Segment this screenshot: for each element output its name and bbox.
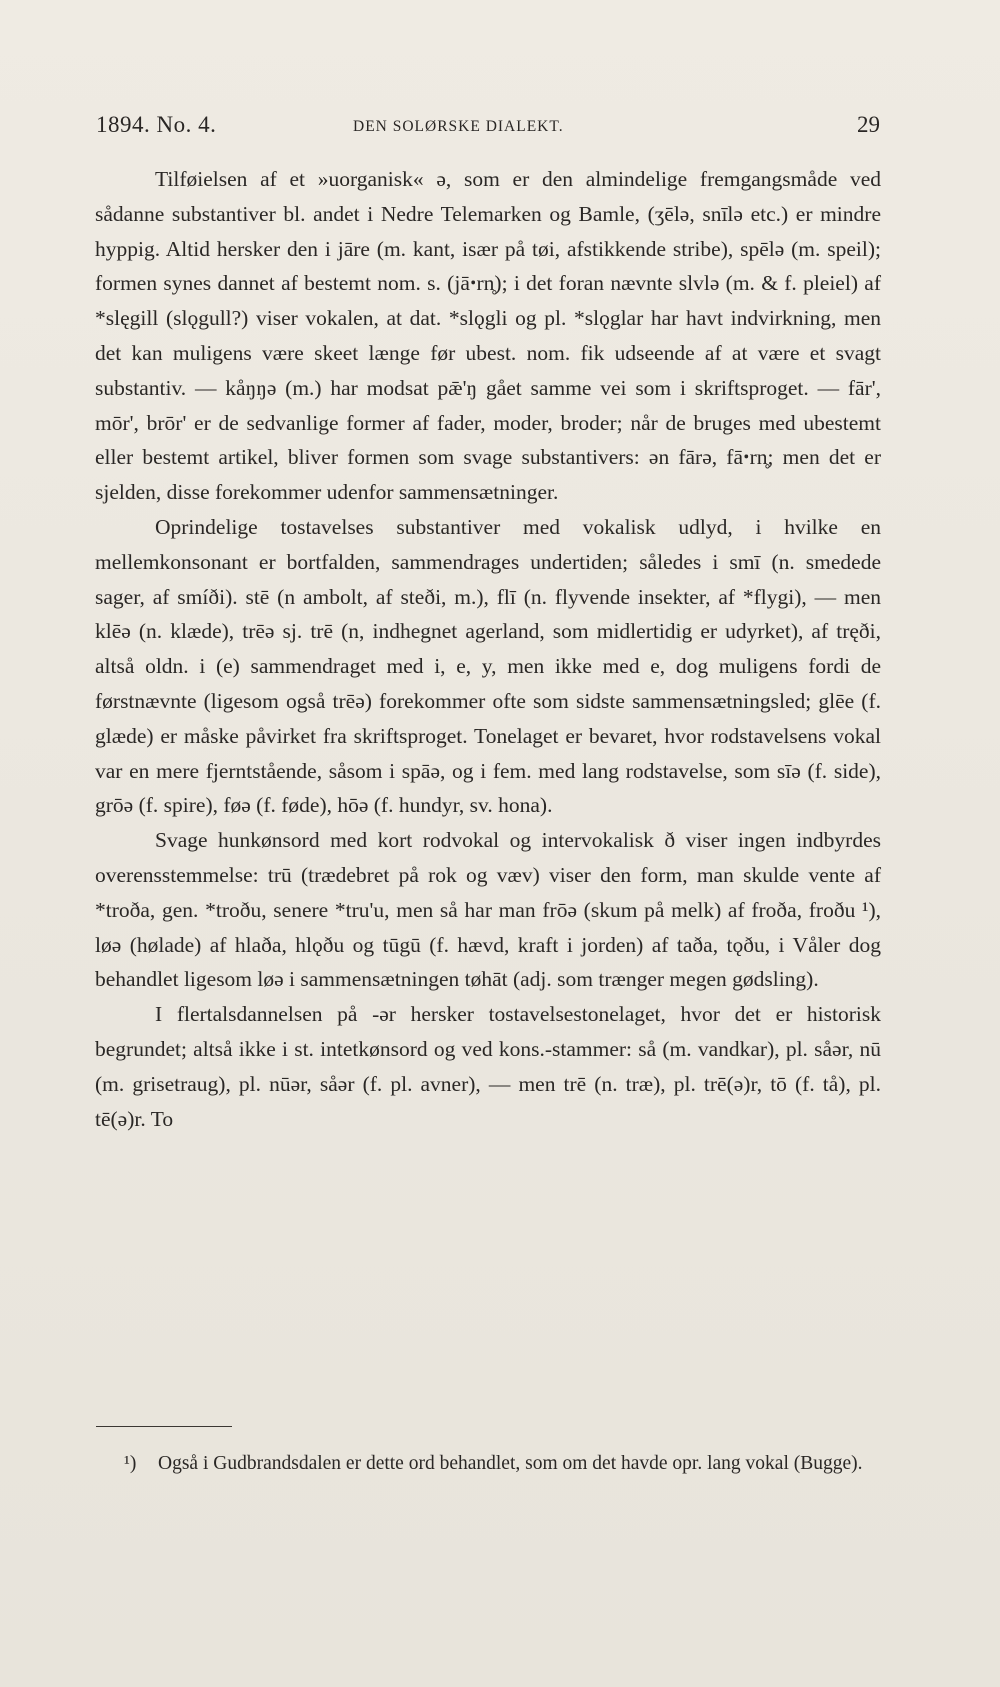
paragraph-3: Svage hunkønsord med kort rodvokal og intervokalisk ð viser ingen indbyrdes overensstemmelse: trū (trædebret på rok og væv) viser den form, man skulde vente af *troða, gen. *troðu, senere *tru'u, men så har man frōə (skum på melk) af froða, froðu ¹), løə (hølade) af hlaða, hlǫðu og tūgū (f. hævd, kraft i jorden) af taða, tǫðu, i Våler dog behandlet ligesom løə i sammensætningen tøhāt (adj. som trænger megen gødsling). bbox=[95, 828, 881, 992]
running-header bbox=[96, 112, 880, 144]
page-number: 29 bbox=[857, 112, 880, 137]
header-issue: 1894. No. 4. bbox=[96, 112, 217, 137]
paragraph-2: Oprindelige tostavelses substantiver med vokalisk udlyd, i hvilke en mellemkonsonant er bortfalden, sammendrages undertiden; således i smī (n. smedede sager, af smíði). stē (n ambolt, af steði, m.), flī (n. flyvende insekter, af *flygi), — men klēə (n. klæde), trēə sj. trē (n, indhegnet agerland, som midlertidig er udyrket), af tręði, altså oldn. i (e) sammendraget med i, e, y, men ikke med e, dog muligens fordi de førstnævnte (ligesom også trēə) forekommer ofte som sidste sammensætningsled; glēe (f. glæde) er måske påvirket fra skriftsproget. Tonelaget er bevaret, hvor rodstavelsens vokal var en mere fjerntstående, såsom i spāə, og i fem. med lang rodstavelse, som sīə (f. side), grōə (f. spire), føə (f. føde), hōə (f. hundyr, sv. hona). bbox=[95, 514, 881, 818]
footnote-text: Også i Gudbrandsdalen er dette ord behandlet, som om det havde opr. lang vokal (Bugge). bbox=[158, 1453, 863, 1474]
header-title: DEN SOLØRSKE DIALEKT. bbox=[353, 118, 564, 135]
footnote-divider bbox=[96, 1426, 232, 1427]
body-text bbox=[95, 162, 881, 1136]
paragraph-4: I flertalsdannelsen på -ər hersker tostavelsestonelaget, hvor det er historisk begrundet; altså ikke i st. intetkønsord og ved kons.-stammer: så (m. vandkar), pl. såər, nū (m. grisetraug), pl. nūər, såər (f. pl. avner), — men trē (n. træ), pl. trē(ə)r, tō (f. tå), pl. tē(ə)r. To bbox=[95, 1002, 881, 1131]
paragraph-1: Tilføielsen af et »uorganisk« ə, som er den almindelige fremgangsmåde ved sådanne substantiver bl. andet i Nedre Telemarken og Bamle, (ʒēlə, snīlə etc.) er mindre hyppig. Altid hersker den i jāre (m. kant, især på tøi, afstikkende stribe), spēlə (m. speil); formen synes dannet af bestemt nom. s. (jāꞏrn̥); i det foran nævnte slvlə (m. & f. pleiel) af *slęgill (slǫgull?) viser vokalen, at dat. *slǫgli og pl. *slǫglar har havt indvirkning, men det kan muligens være skeet længe før ubest. nom. fik udseende af at være et svagt substantiv. — kåŋŋə (m.) har modsat pǣ'ŋ gået samme vei som i skriftsproget. — fār', mōr', brōr' er de sedvanlige former af fader, moder, broder; når de bruges med ubestemt eller bestemt artikel, bliver formen som svage substantivers: ən fārə, fāꞏrn̥; men det er sjelden, disse forekommer udenfor sammensætninger. bbox=[95, 167, 881, 505]
footnote-mark: ¹) bbox=[124, 1453, 137, 1474]
